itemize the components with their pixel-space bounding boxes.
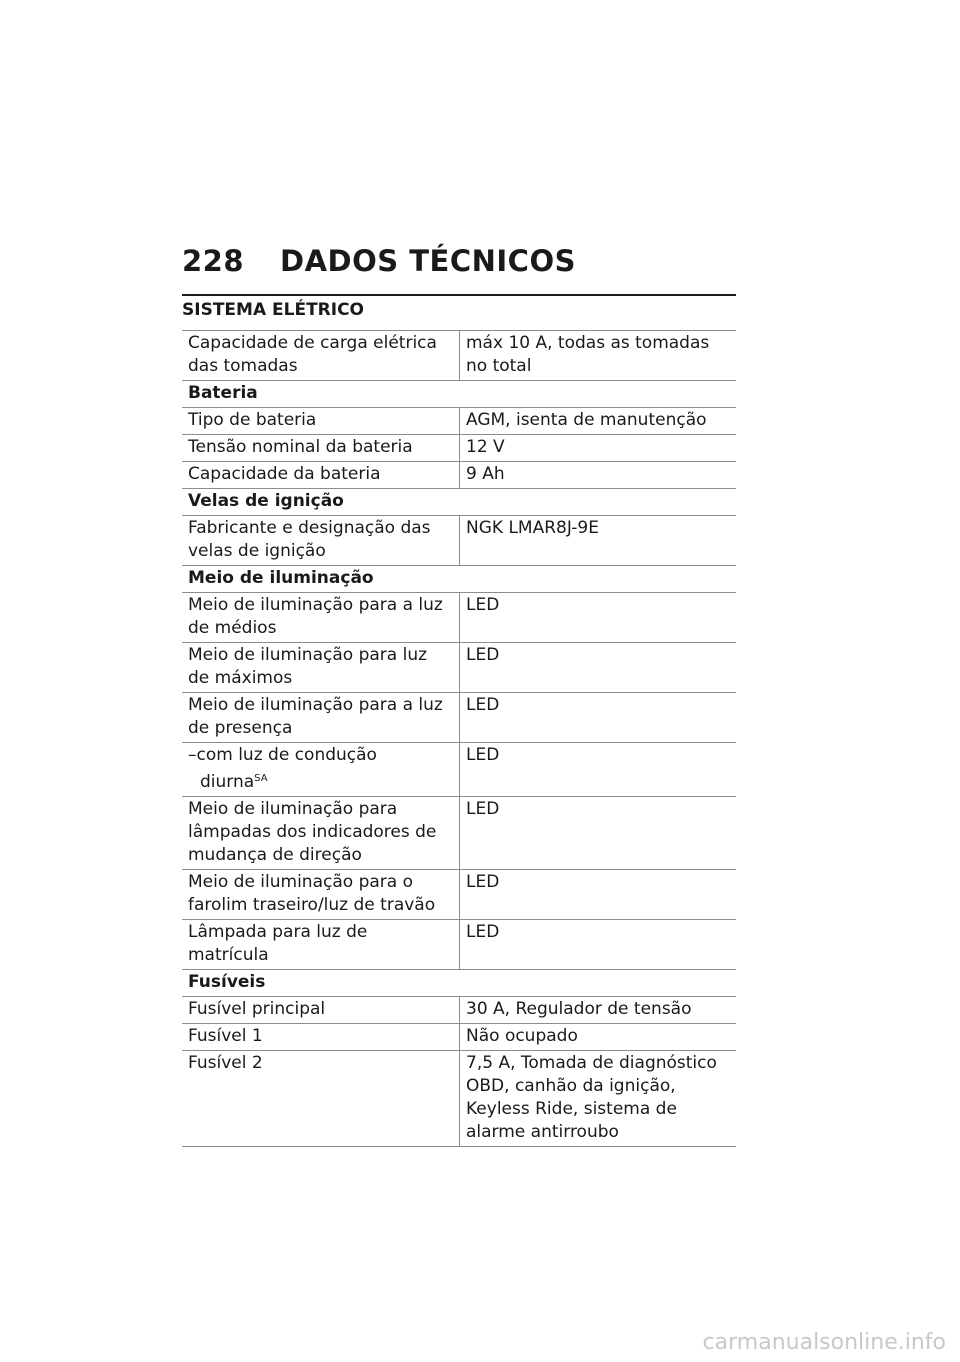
watermark: carmanualsonline.info xyxy=(702,1330,946,1355)
group-header: Velas de ignição xyxy=(182,489,736,516)
row-label: Fusível 2 xyxy=(182,1051,460,1147)
row-value: LED xyxy=(460,593,737,643)
row-label: Capacidade da bateria xyxy=(182,462,460,489)
row-value: LED xyxy=(460,643,737,693)
sub-label-cont: diurna xyxy=(200,772,255,792)
table-row xyxy=(182,1024,736,1051)
row-label-sub xyxy=(182,743,460,797)
table-row xyxy=(182,920,736,970)
row-value: LED xyxy=(460,743,737,797)
table-row xyxy=(182,1051,736,1147)
group-header: Meio de iluminação xyxy=(182,566,736,593)
row-label: Fusível principal xyxy=(182,997,460,1024)
row-label: Meio de iluminação para a luz de médios xyxy=(182,593,460,643)
row-value: LED xyxy=(460,797,737,870)
row-label: Fusível 1 xyxy=(182,1024,460,1051)
row-label: Tensão nominal da bateria xyxy=(182,435,460,462)
row-value: LED xyxy=(460,693,737,743)
row-value: AGM, isenta de manutenção xyxy=(460,408,737,435)
row-value: máx 10 A, todas as tomadas no total xyxy=(460,331,737,381)
table-row xyxy=(182,693,736,743)
row-label: Meio de iluminação para lâmpadas dos indicadores de mudança de direção xyxy=(182,797,460,870)
chapter-title: DADOS TÉCNICOS xyxy=(280,244,576,278)
table-row xyxy=(182,516,736,566)
group-header: Bateria xyxy=(182,381,736,408)
group-header-row xyxy=(182,489,736,516)
row-value: LED xyxy=(460,870,737,920)
row-value: 12 V xyxy=(460,435,737,462)
group-header-row xyxy=(182,566,736,593)
sub-label: –com luz de condução xyxy=(188,745,377,765)
table-row xyxy=(182,997,736,1024)
row-label: Capacidade de carga elétrica das tomadas xyxy=(182,331,460,381)
group-header-row xyxy=(182,970,736,997)
table-row xyxy=(182,797,736,870)
table-row xyxy=(182,435,736,462)
table-row xyxy=(182,593,736,643)
table-row xyxy=(182,408,736,435)
table-row xyxy=(182,462,736,489)
row-label: Lâmpada para luz de matrícula xyxy=(182,920,460,970)
section-title: SISTEMA ELÉTRICO xyxy=(182,300,365,320)
page-number: 228 xyxy=(182,244,245,278)
row-value: 30 A, Regulador de tensão xyxy=(460,997,737,1024)
table-row xyxy=(182,743,736,797)
row-label: Meio de iluminação para o farolim traseiro/luz de travão xyxy=(182,870,460,920)
row-value: Não ocupado xyxy=(460,1024,737,1051)
spec-table xyxy=(182,330,736,1147)
row-value: LED xyxy=(460,920,737,970)
table-row xyxy=(182,870,736,920)
row-value: 7,5 A, Tomada de diagnóstico OBD, canhão da ignição, Keyless Ride, sistema de alarme antirroubo xyxy=(460,1051,737,1147)
optional-marker: SA xyxy=(254,773,268,784)
row-label: Fabricante e designação das velas de ignição xyxy=(182,516,460,566)
group-header: Fusíveis xyxy=(182,970,736,997)
table-row xyxy=(182,331,736,381)
row-value: 9 Ah xyxy=(460,462,737,489)
row-label: Meio de iluminação para a luz de presença xyxy=(182,693,460,743)
table-row xyxy=(182,643,736,693)
group-header-row xyxy=(182,381,736,408)
row-label: Tipo de bateria xyxy=(182,408,460,435)
row-label: Meio de iluminação para luz de máximos xyxy=(182,643,460,693)
row-value: NGK LMAR8J-9E xyxy=(460,516,737,566)
page-header xyxy=(182,244,576,278)
section-rule xyxy=(182,294,736,296)
